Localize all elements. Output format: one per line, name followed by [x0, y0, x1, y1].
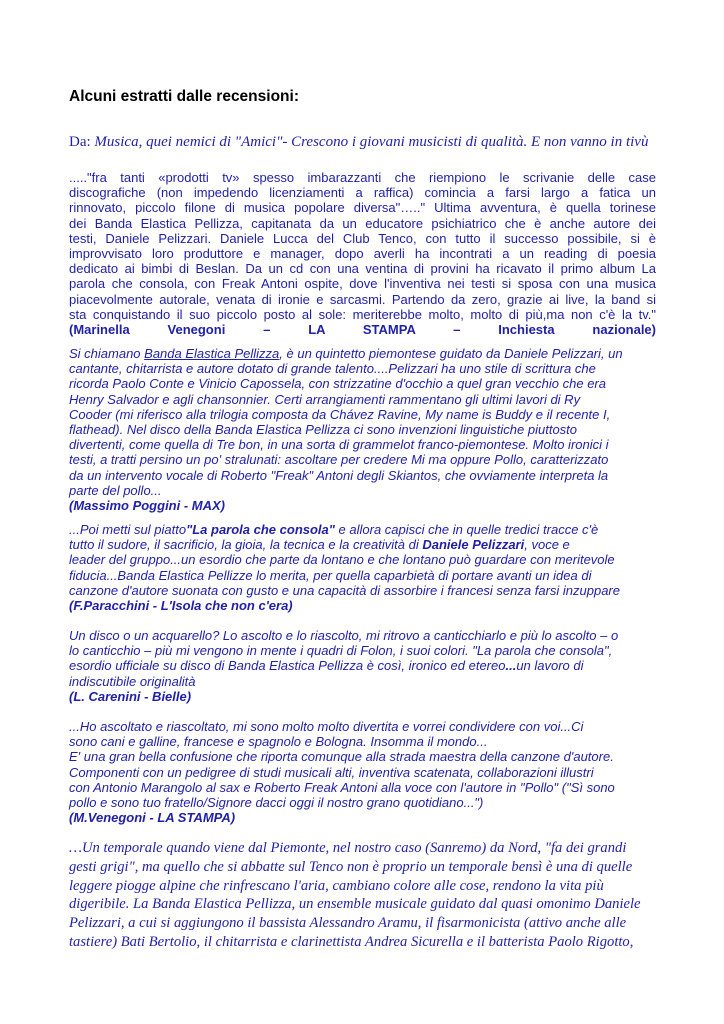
- review-line: gesti grigi", ma quello che si abbatte sul Tenco non è proprio un temporale bensì è una di quelle: [69, 858, 633, 875]
- review-line: [69, 346, 656, 361]
- review-text: , voce e: [524, 537, 570, 553]
- review-stampa: [69, 719, 656, 825]
- review-line: digeribile. La Banda Elastica Pellizza, un ensemble musicale guidato dal quasi omonimo Daniele: [69, 896, 641, 913]
- review-text: esordio ufficiale su disco di Banda Elastica Pellizza è così, ironico ed etereo: [69, 658, 506, 674]
- review-line: con Antonio Marangolo al sax e Roberto Freak Antoni alla voce con l'autore in "Pollo" ("Sì sono: [69, 779, 615, 795]
- review-line: Henry Salvador e agli chansonnier. Certi arrangiamenti rammentano gli ultimi lavori di Ry: [69, 391, 581, 407]
- review-line: parte del pollo...: [69, 482, 162, 498]
- review-line: discografiche (non impedendo licenziamenti a raffica) comincia a farsi largo a fatica un: [69, 185, 656, 201]
- review-max: [69, 346, 656, 513]
- review-line: sta conquistando il suo piccolo posto al sole: meriterebbe molto, molto di più,ma non c'è la tv.": [69, 306, 656, 322]
- review-credit: (M.Venegoni - LA STAMPA): [69, 810, 236, 826]
- review-text: ...Poi metti sul piatto: [69, 522, 187, 537]
- review-tenco: [69, 839, 656, 952]
- review-line: dedicato ai bimbi di Beslan. Da un cd con una ventina di provini ha ricavato il primo album La: [69, 261, 656, 277]
- review-text: tutto il sudore, il sacrificio, la gioia, la tecnica e la creatività di: [69, 537, 423, 553]
- source-line: [69, 134, 689, 151]
- review-line: tastiere) Bati Bertolio, il chitarrista e clarinettista Andrea Sicurella e il batterista Paolo Rigotto,: [69, 933, 634, 950]
- review-line: parola che consola, con Freak Antoni ospite, dove l'inventiva nei testi si sposa con una musica: [69, 276, 656, 292]
- review-line: piacevolmente autorale, venata di ironie e sarcasmi. Partendo da zero, grazie ai live, la band si: [69, 291, 656, 307]
- ellipsis: ...: [505, 658, 517, 674]
- review-bielle: [69, 628, 656, 704]
- page-title: Alcuni estratti dalle recensioni:: [69, 88, 299, 105]
- review-line: divertenti, come quella di Tre bon, in una sorta di grammelot franco-piemontese. Molto ironici i: [69, 437, 609, 453]
- review-line: E' una gran bella confusione che riporta comunque alla strada maestra della canzone d'autore.: [69, 749, 614, 765]
- source-article-title: Musica, quei nemici di "Amici"- Crescono i giovani musicisti di qualità. E non vanno in tivù: [94, 134, 649, 150]
- review-intro: Si chiamano: [69, 346, 145, 361]
- review-line: fiducia...Banda Elastica Pellizze lo merita, per quella caparbietà di portare avanti un idea di: [69, 567, 592, 583]
- review-line: ....."fra tanti «prodotti tv» spesso imbarazzanti che riempiono le scrivanie delle case: [69, 170, 656, 185]
- review-line: indiscutibile originalità: [69, 673, 196, 689]
- review-credit: (Marinella Venegoni – LA STAMPA – Inchiesta nazionale): [69, 322, 656, 338]
- review-line: leggere piogge alpine che rinfrescano l'aria, cambiano colore alle cose, rendono la vita più: [69, 877, 604, 894]
- review-line: ...Ho ascoltato e riascoltato, mi sono molto molto divertita e vorrei condividere con voi...Ci: [69, 719, 584, 734]
- review-line: da un intervento vocale di Roberto "Freak" Antoni degli Skiantos, che ovviamente interpreta la: [69, 467, 609, 483]
- source-prefix: Da:: [69, 134, 95, 150]
- band-name-link[interactable]: Banda Elastica Pellizza: [144, 346, 280, 361]
- review-stampa-inchiesta: [69, 170, 656, 337]
- review-line: Un disco o un acquarello? Lo ascolto e lo riascolto, mi ritrovo a canticchiarlo e più lo ascolto – o: [69, 628, 619, 643]
- review-line: testi, Daniele Pelizzari. Daniele Lucca del Club Tenco, con tutto il successo possibile, si è: [69, 230, 656, 246]
- album-title: "La parola che consola": [186, 522, 335, 537]
- review-isola: [69, 522, 656, 613]
- review-credit: (L. Carenini - Bielle): [69, 688, 192, 704]
- review-line: cantante, chitarrista e autore dotato di grande talento....Pelizzari ha uno stile di scrittura che: [69, 361, 596, 377]
- review-line: lo canticchio – più mi vengono in mente i quadri di Folon, i suoi colori. "La parola che consola",: [69, 643, 613, 659]
- review-credit: (F.Paracchini - L'Isola che non c'era): [69, 598, 293, 614]
- review-line: [69, 658, 656, 673]
- review-line: [69, 537, 656, 552]
- review-text: e allora capisci che in quelle tredici tracce c'è: [334, 522, 599, 537]
- review-line: [69, 522, 656, 537]
- review-line: canzone d'autore suonata con gusto e una capacità di assorbire i francesi senza farsi inzuppare: [69, 582, 620, 598]
- review-line: dei Banda Elastica Pellizza, capitanata da un educatore psichiatrico che è anche autore dei: [69, 215, 656, 231]
- review-line: Pelizzari, a cui si aggiungono il bassista Alessandro Aramu, il fisarmonicista (attivo anche alle: [69, 915, 627, 932]
- review-line: improvvisato loro produttore e manager, dopo averli ha incontrati a un reading di poesia: [69, 246, 656, 262]
- artist-name: Daniele Pelizzari: [422, 537, 525, 553]
- review-line: rinnovato, piccolo filone di musica popolare diversa"….." Ultima avventura, è quella torinese: [69, 200, 656, 216]
- review-line: …Un temporale quando viene dal Piemonte, nel nostro caso (Sanremo) da Nord, "fa dei grandi: [69, 840, 627, 856]
- review-line: flathead). Nel disco della Banda Elastica Pellizza ci sono invenzioni linguistiche piuttosto: [69, 422, 578, 438]
- review-line: testi, a tratti persino un po' stralunati: ascoltare per credere Mi ma oppure Pollo, caratterizzato: [69, 452, 609, 468]
- review-line: leader del gruppo...un esordio che parte da lontano e che lontano può guardare con meritevole: [69, 552, 615, 568]
- review-line: sono cani e galline, francese e spagnolo e Bologna. Insomma il mondo...: [69, 734, 488, 750]
- review-text: un lavoro di: [516, 658, 584, 674]
- review-line: ricorda Paolo Conte e Vinicio Capossela, con strizzatine d'occhio a quel gran vecchio che era: [69, 376, 606, 392]
- review-line: Cooder (mi riferisco alla trilogia composta da Chávez Ravine, My name is Buddy e il recente I,: [69, 406, 611, 422]
- review-credit: (Massimo Poggini - MAX): [69, 498, 225, 514]
- review-line: pollo e sono tuo fratello/Signore dacci oggi il nostro grano quotidiano..."): [69, 795, 484, 811]
- review-line-rest: , è un quintetto piemontese guidato da Daniele Pelizzari, un: [279, 346, 623, 361]
- review-line: Componenti con un pedigree di studi musicali alti, inventiva scatenata, collaborazioni illustri: [69, 764, 594, 780]
